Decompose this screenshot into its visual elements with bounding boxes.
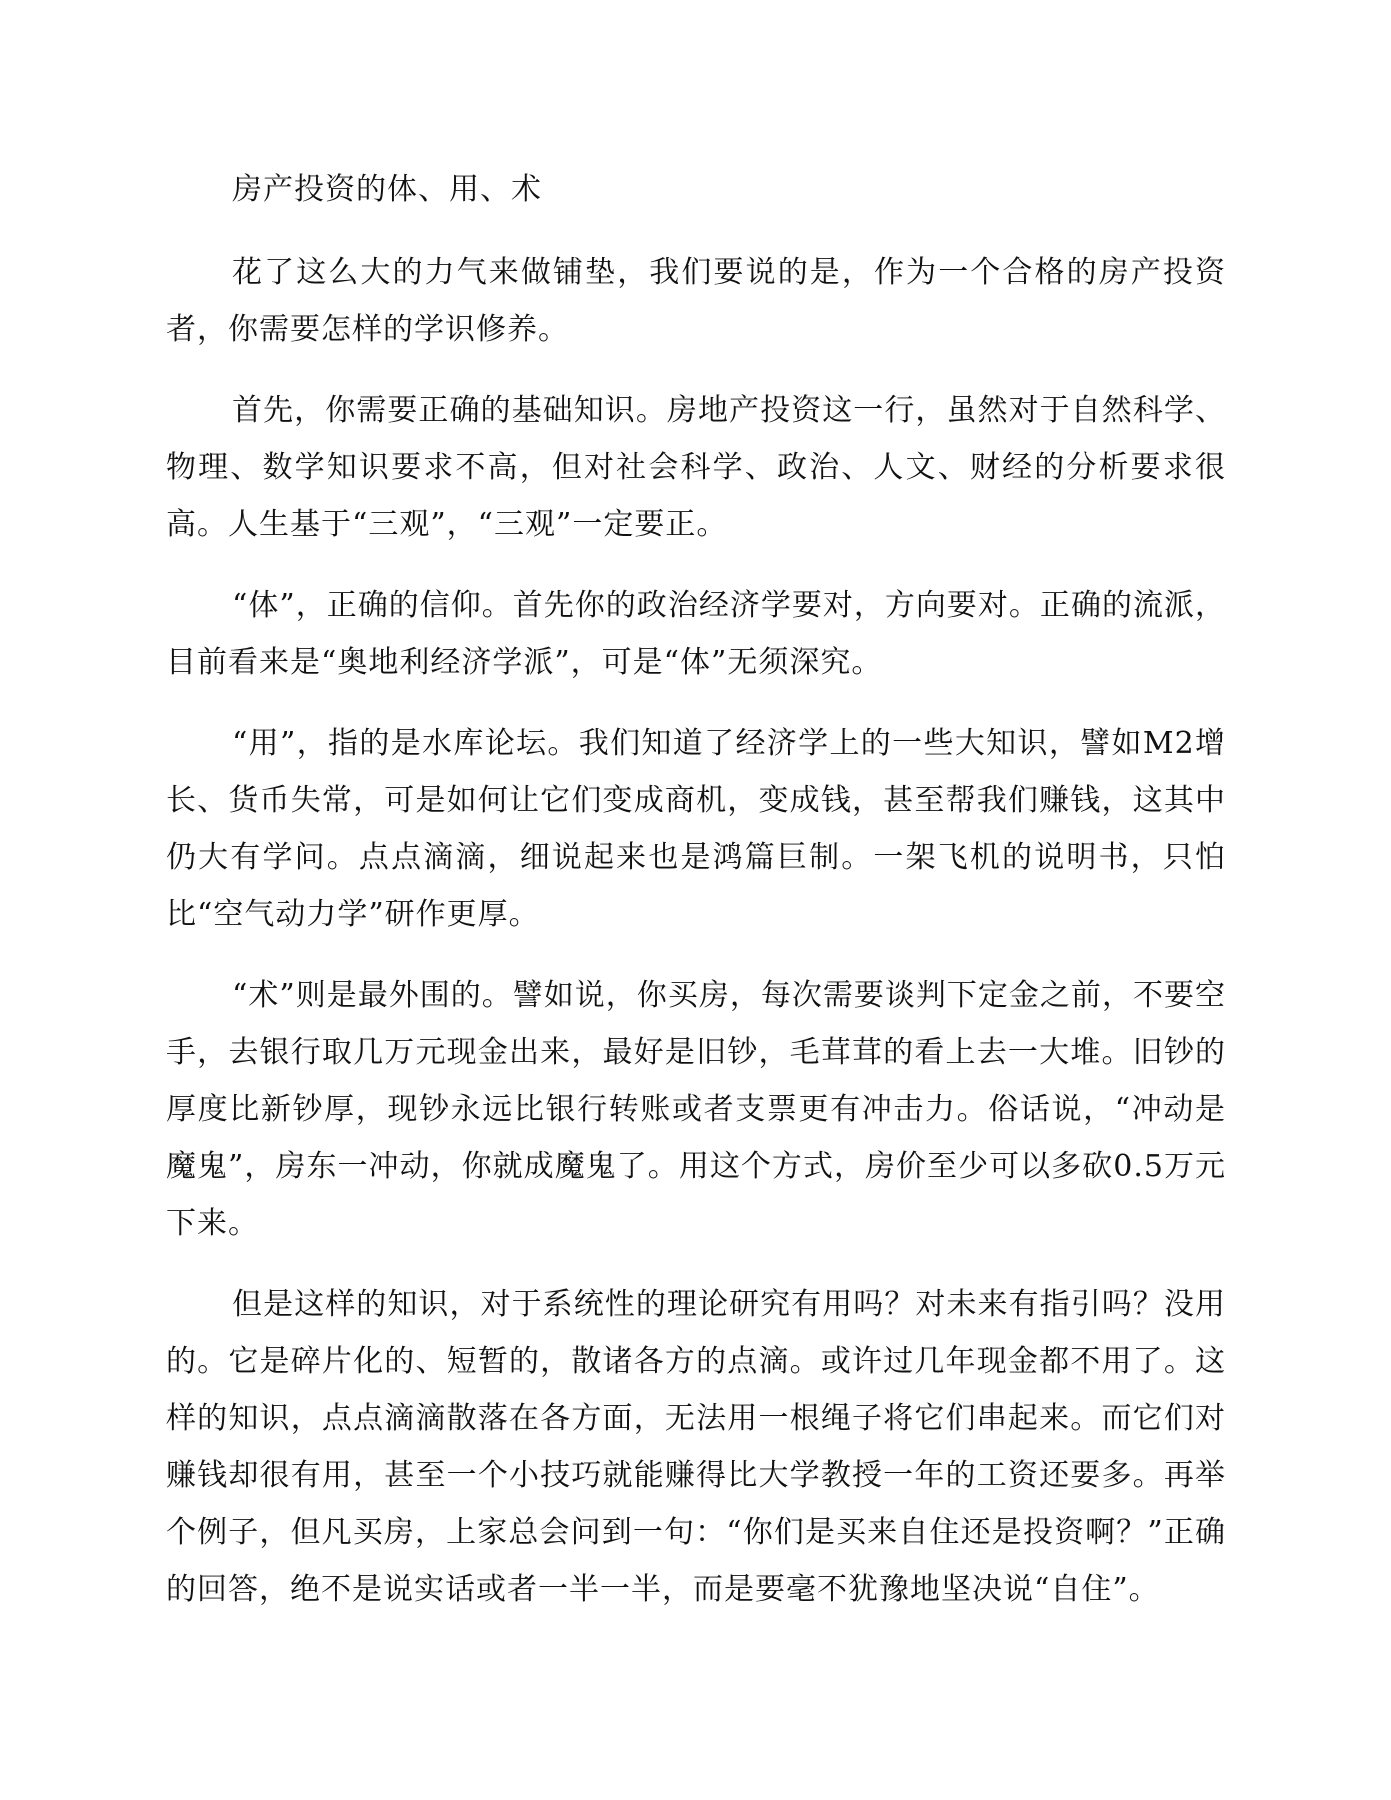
paragraph-ti: “体”，正确的信仰。首先你的政治经济学要对，方向要对。正确的流派，目前看来是“奥地利经济学派”，可是“体”无须深究。 [166, 588, 1226, 680]
document-title: 房产投资的体、用、术 [232, 172, 542, 207]
paragraph-yong: “用”，指的是水库论坛。我们知道了经济学上的一些大知识，譬如M2增长、货币失常，可是如何让它们变成商机，变成钱，甚至帮我们赚钱，这其中仍大有学问。点点滴滴，细说起来也是鸿篇巨制。一架飞机的说明书，只怕比“空气动力学”研作更厚。 [166, 726, 1226, 932]
paragraph-shu: “术”则是最外围的。譬如说，你买房，每次需要谈判下定金之前，不要空手，去银行取几万元现金出来，最好是旧钞，毛茸茸的看上去一大堆。旧钞的厚度比新钞厚，现钞永远比银行转账或者支票更有冲击力。俗话说，“冲动是魔鬼”，房东一冲动，你就成魔鬼了。用这个方式，房价至少可以多砍0.5万元下来。 [166, 978, 1226, 1241]
paragraph-basics: 首先，你需要正确的基础知识。房地产投资这一行，虽然对于自然科学、物理、数学知识要求不高，但对社会科学、政治、人文、财经的分析要求很高。人生基于“三观”，“三观”一定要正。 [166, 393, 1226, 542]
paragraph-intro: 花了这么大的力气来做铺垫，我们要说的是，作为一个合格的房产投资者，你需要怎样的学识修养。 [166, 255, 1226, 347]
paragraph-fragmented-knowledge: 但是这样的知识，对于系统性的理论研究有用吗？对未来有指引吗？没用的。它是碎片化的、短暂的，散诸各方的点滴。或许过几年现金都不用了。这样的知识，点点滴滴散落在各方面，无法用一根绳子将它们串起来。而它们对赚钱却很有用，甚至一个小技巧就能赚得比大学教授一年的工资还要多。再举个例子，但凡买房，上家总会问到一句：“你们是买来自住还是投资啊？”正确的回答，绝不是说实话或者一半一半，而是要毫不犹豫地坚决说“自住”。 [166, 1287, 1226, 1607]
document-page [166, 160, 1226, 1642]
